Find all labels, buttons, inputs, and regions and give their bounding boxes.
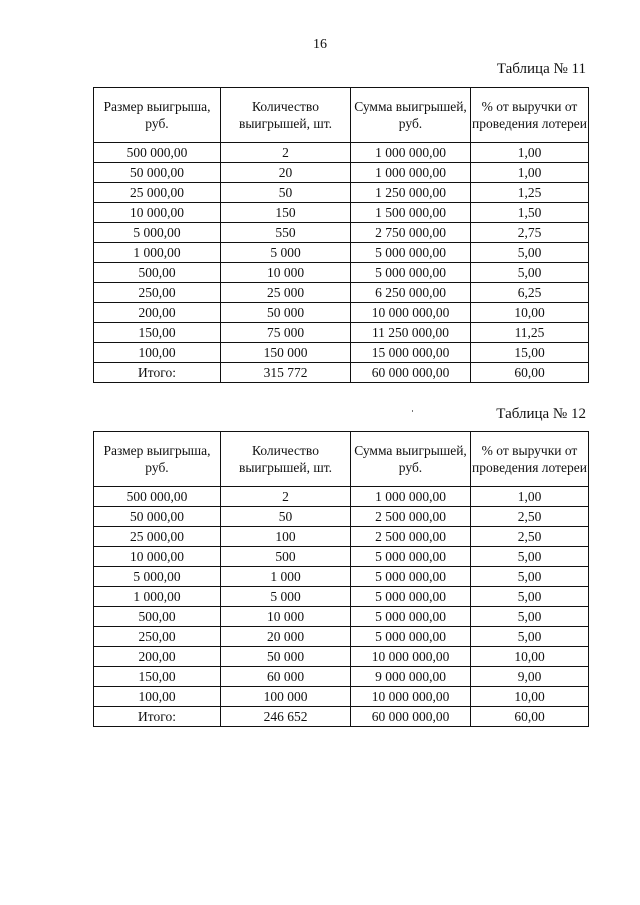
table-cell: 250,00 (94, 283, 221, 303)
table-cell: 5 000 000,00 (351, 587, 471, 607)
table-cell: 5,00 (471, 263, 589, 283)
table-row (94, 283, 589, 303)
table-header-row (94, 88, 589, 143)
table-row (94, 303, 589, 323)
table-cell: 500 (221, 547, 351, 567)
column-header: Количество выигрышей, шт. (221, 432, 351, 487)
table-cell: 200,00 (94, 303, 221, 323)
table-cell: 500 000,00 (94, 143, 221, 163)
table-cell: 50 (221, 507, 351, 527)
scan-speck (412, 410, 413, 412)
column-header: Размер выигрыша, руб. (94, 88, 221, 143)
table-row (94, 507, 589, 527)
column-header: % от выручки от проведения лотереи (471, 88, 589, 143)
table-cell: 1,50 (471, 203, 589, 223)
column-header: % от выручки от проведения лотереи (471, 432, 589, 487)
table-cell: 500,00 (94, 607, 221, 627)
table-cell: 5,00 (471, 547, 589, 567)
table-cell: 100 (221, 527, 351, 547)
table-cell: 5 000 (221, 243, 351, 263)
table-cell: 5 000 000,00 (351, 547, 471, 567)
table-cell: 2 (221, 487, 351, 507)
table-cell: 2,50 (471, 507, 589, 527)
column-header: Количество выигрышей, шт. (221, 88, 351, 143)
table-cell: 10 000,00 (94, 547, 221, 567)
table-header-row (94, 432, 589, 487)
table-cell: 25 000 (221, 283, 351, 303)
table-cell: 5 000 (221, 587, 351, 607)
table-cell: 246 652 (221, 707, 351, 727)
table-cell: 1 000 000,00 (351, 143, 471, 163)
table-cell: 10 000 (221, 607, 351, 627)
table-cell: 500 000,00 (94, 487, 221, 507)
table-cell: 50 000,00 (94, 163, 221, 183)
table-cell: 15 000 000,00 (351, 343, 471, 363)
table-row (94, 647, 589, 667)
table-row (94, 607, 589, 627)
table-cell: 1 000,00 (94, 243, 221, 263)
table-row (94, 243, 589, 263)
table-cell: 5 000,00 (94, 223, 221, 243)
table-cell: 1 000,00 (94, 587, 221, 607)
table-cell: 315 772 (221, 363, 351, 383)
table-cell: 10 000 000,00 (351, 303, 471, 323)
table-cell: 5,00 (471, 567, 589, 587)
table-cell: 2 (221, 143, 351, 163)
table-cell: 150,00 (94, 323, 221, 343)
table-cell: 2 500 000,00 (351, 507, 471, 527)
table-cell: 10,00 (471, 647, 589, 667)
table-row (94, 547, 589, 567)
column-header: Сумма выигрышей, руб. (351, 88, 471, 143)
table-cell: 5 000 000,00 (351, 263, 471, 283)
total-row (94, 363, 589, 383)
table-row (94, 587, 589, 607)
table-cell: 500,00 (94, 263, 221, 283)
table-row (94, 203, 589, 223)
table-row (94, 163, 589, 183)
table-cell: 9,00 (471, 667, 589, 687)
table-cell: 6,25 (471, 283, 589, 303)
table-cell: Итого: (94, 707, 221, 727)
total-row (94, 707, 589, 727)
table-cell: 100,00 (94, 343, 221, 363)
table-cell: 25 000,00 (94, 183, 221, 203)
table-cell: 1,00 (471, 163, 589, 183)
table-cell: 10 000,00 (94, 203, 221, 223)
table-cell: 150,00 (94, 667, 221, 687)
table-cell: 1,25 (471, 183, 589, 203)
table-cell: 5 000 000,00 (351, 607, 471, 627)
table-cell: 1 500 000,00 (351, 203, 471, 223)
table-cell: 60,00 (471, 363, 589, 383)
table-row (94, 343, 589, 363)
table-cell: 60 000 (221, 667, 351, 687)
table-cell: 60,00 (471, 707, 589, 727)
table-cell: 2 750 000,00 (351, 223, 471, 243)
table-row (94, 527, 589, 547)
table-row (94, 627, 589, 647)
table-row (94, 183, 589, 203)
table-cell: 15,00 (471, 343, 589, 363)
table-cell: 10 000 000,00 (351, 647, 471, 667)
column-header: Сумма выигрышей, руб. (351, 432, 471, 487)
table-cell: 11,25 (471, 323, 589, 343)
table-cell: Итого: (94, 363, 221, 383)
table-cell: 60 000 000,00 (351, 707, 471, 727)
table-cell: 5 000 000,00 (351, 243, 471, 263)
table-cell: 6 250 000,00 (351, 283, 471, 303)
table-cell: 5,00 (471, 587, 589, 607)
table-cell: 1 000 000,00 (351, 487, 471, 507)
table-cell: 2,75 (471, 223, 589, 243)
prize-table-12 (93, 431, 589, 727)
table-cell: 5 000 000,00 (351, 567, 471, 587)
table-cell: 1,00 (471, 487, 589, 507)
table-row (94, 567, 589, 587)
table-cell: 50 000,00 (94, 507, 221, 527)
table-11-caption: Таблица № 11 (496, 61, 586, 77)
table-cell: 10,00 (471, 687, 589, 707)
table-cell: 5 000,00 (94, 567, 221, 587)
table-12-caption: Таблица № 12 (496, 406, 586, 422)
table-cell: 75 000 (221, 323, 351, 343)
table-row (94, 143, 589, 163)
prize-table-11 (93, 87, 589, 383)
table-cell: 250,00 (94, 627, 221, 647)
table-cell: 100 000 (221, 687, 351, 707)
table-cell: 5 000 000,00 (351, 627, 471, 647)
table-row (94, 687, 589, 707)
column-header: Размер выигрыша, руб. (94, 432, 221, 487)
table-cell: 50 000 (221, 647, 351, 667)
table-cell: 5,00 (471, 243, 589, 263)
table-cell: 50 000 (221, 303, 351, 323)
table-cell: 10,00 (471, 303, 589, 323)
table-cell: 10 000 000,00 (351, 687, 471, 707)
table-cell: 550 (221, 223, 351, 243)
table-cell: 11 250 000,00 (351, 323, 471, 343)
table-cell: 100,00 (94, 687, 221, 707)
table-cell: 20 000 (221, 627, 351, 647)
table-cell: 2 500 000,00 (351, 527, 471, 547)
table-cell: 5,00 (471, 607, 589, 627)
table-row (94, 667, 589, 687)
table-cell: 1 000 (221, 567, 351, 587)
table-row (94, 263, 589, 283)
table-cell: 50 (221, 183, 351, 203)
table-cell: 5,00 (471, 627, 589, 647)
table-cell: 200,00 (94, 647, 221, 667)
table-cell: 2,50 (471, 527, 589, 547)
table-cell: 9 000 000,00 (351, 667, 471, 687)
table-cell: 150 000 (221, 343, 351, 363)
table-cell: 60 000 000,00 (351, 363, 471, 383)
table-cell: 1 250 000,00 (351, 183, 471, 203)
table-cell: 150 (221, 203, 351, 223)
table-row (94, 223, 589, 243)
table-row (94, 487, 589, 507)
table-cell: 1,00 (471, 143, 589, 163)
table-row (94, 323, 589, 343)
table-cell: 10 000 (221, 263, 351, 283)
table-cell: 20 (221, 163, 351, 183)
table-cell: 1 000 000,00 (351, 163, 471, 183)
page-number: 16 (313, 37, 327, 52)
table-cell: 25 000,00 (94, 527, 221, 547)
